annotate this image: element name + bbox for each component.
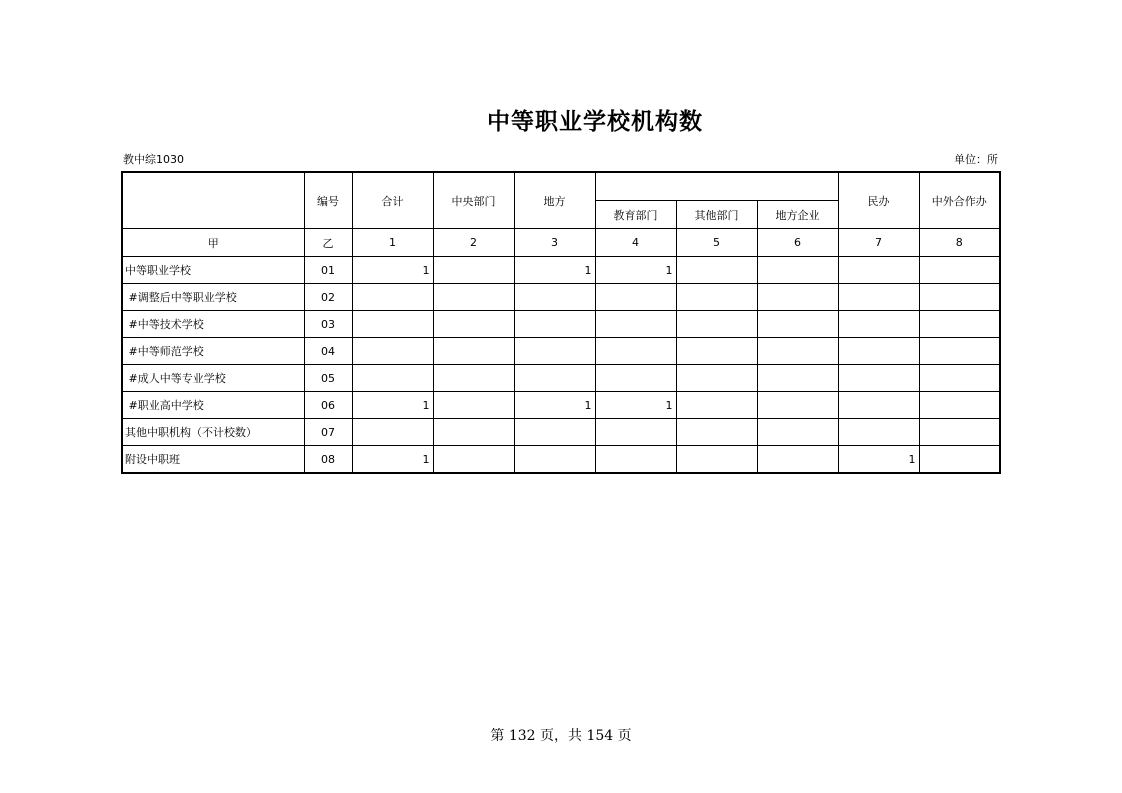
header-private: 民办 (838, 172, 919, 229)
cell-sino-foreign (919, 446, 1000, 474)
cell-other-dept (676, 311, 757, 338)
row-code: 08 (304, 446, 352, 474)
table-row (122, 392, 1000, 419)
cell-other-dept (676, 419, 757, 446)
index-cell: 2 (433, 229, 514, 257)
cell-local: 1 (514, 392, 595, 419)
header-local-group (595, 172, 838, 201)
header-central: 中央部门 (433, 172, 514, 229)
cell-central (433, 419, 514, 446)
index-cell: 4 (595, 229, 676, 257)
cell-sino-foreign (919, 419, 1000, 446)
header-sino-foreign: 中外合作办 (919, 172, 1000, 229)
cell-private (838, 338, 919, 365)
cell-other-dept (676, 338, 757, 365)
cell-local-enterprise (757, 446, 838, 474)
cell-private (838, 365, 919, 392)
index-cell: 8 (919, 229, 1000, 257)
cell-other-dept (676, 257, 757, 284)
table-row (122, 284, 1000, 311)
table-row (122, 311, 1000, 338)
cell-edu-dept: 1 (595, 392, 676, 419)
page-title: 中等职业学校机构数 (487, 109, 703, 135)
cell-local (514, 311, 595, 338)
cell-edu-dept (595, 311, 676, 338)
cell-local-enterprise (757, 419, 838, 446)
cell-private (838, 257, 919, 284)
header-row-label (122, 172, 304, 229)
cell-local-enterprise (757, 311, 838, 338)
header-local: 地方 (514, 172, 595, 229)
index-cell: 6 (757, 229, 838, 257)
cell-other-dept (676, 365, 757, 392)
cell-total (352, 338, 433, 365)
cell-central (433, 257, 514, 284)
cell-local-enterprise (757, 392, 838, 419)
cell-local-enterprise (757, 257, 838, 284)
cell-edu-dept (595, 365, 676, 392)
row-code: 06 (304, 392, 352, 419)
cell-central (433, 446, 514, 474)
row-name: #职业高中学校 (122, 392, 304, 419)
cell-total (352, 419, 433, 446)
cell-sino-foreign (919, 311, 1000, 338)
cell-private: 1 (838, 446, 919, 474)
cell-other-dept (676, 392, 757, 419)
table-row (122, 446, 1000, 474)
header-local-enterprise: 地方企业 (757, 201, 838, 229)
cell-total (352, 284, 433, 311)
cell-total: 1 (352, 446, 433, 474)
cell-edu-dept: 1 (595, 257, 676, 284)
cell-local (514, 365, 595, 392)
cell-sino-foreign (919, 365, 1000, 392)
index-cell: 1 (352, 229, 433, 257)
table-row (122, 365, 1000, 392)
header-edu-dept: 教育部门 (595, 201, 676, 229)
row-code: 02 (304, 284, 352, 311)
cell-central (433, 311, 514, 338)
cell-edu-dept (595, 419, 676, 446)
cell-local: 1 (514, 257, 595, 284)
row-code: 07 (304, 419, 352, 446)
cell-central (433, 338, 514, 365)
cell-sino-foreign (919, 257, 1000, 284)
row-code: 01 (304, 257, 352, 284)
row-name: #调整后中等职业学校 (122, 284, 304, 311)
cell-local (514, 419, 595, 446)
index-cell: 5 (676, 229, 757, 257)
cell-central (433, 284, 514, 311)
row-code: 03 (304, 311, 352, 338)
header-total: 合计 (352, 172, 433, 229)
cell-private (838, 284, 919, 311)
cell-local-enterprise (757, 284, 838, 311)
row-name: 附设中职班 (122, 446, 304, 474)
cell-sino-foreign (919, 392, 1000, 419)
cell-private (838, 311, 919, 338)
row-name: #中等师范学校 (122, 338, 304, 365)
index-cell: 甲 (122, 229, 304, 257)
page-footer: 第 132 页，共 154 页 (490, 728, 632, 744)
cell-total: 1 (352, 257, 433, 284)
table-row (122, 419, 1000, 446)
cell-central (433, 392, 514, 419)
cell-total (352, 311, 433, 338)
row-name: #成人中等专业学校 (122, 365, 304, 392)
row-name: 其他中职机构（不计校数） (122, 419, 304, 446)
header-other-dept: 其他部门 (676, 201, 757, 229)
cell-sino-foreign (919, 284, 1000, 311)
index-cell: 3 (514, 229, 595, 257)
row-code: 05 (304, 365, 352, 392)
cell-other-dept (676, 284, 757, 311)
institution-table (121, 171, 1001, 474)
table-row (122, 257, 1000, 284)
cell-edu-dept (595, 338, 676, 365)
cell-sino-foreign (919, 338, 1000, 365)
index-cell: 乙 (304, 229, 352, 257)
cell-local-enterprise (757, 338, 838, 365)
cell-local (514, 284, 595, 311)
cell-edu-dept (595, 446, 676, 474)
cell-local (514, 446, 595, 474)
cell-private (838, 392, 919, 419)
cell-edu-dept (595, 284, 676, 311)
form-code: 教中综1030 (123, 153, 184, 166)
cell-private (838, 419, 919, 446)
row-code: 04 (304, 338, 352, 365)
row-name: #中等技术学校 (122, 311, 304, 338)
cell-central (433, 365, 514, 392)
table-row (122, 338, 1000, 365)
cell-total (352, 365, 433, 392)
cell-total: 1 (352, 392, 433, 419)
cell-other-dept (676, 446, 757, 474)
cell-local (514, 338, 595, 365)
index-row (122, 229, 1000, 257)
cell-local-enterprise (757, 365, 838, 392)
header-code: 编号 (304, 172, 352, 229)
unit-label: 单位：所 (954, 153, 998, 166)
index-cell: 7 (838, 229, 919, 257)
row-name: 中等职业学校 (122, 257, 304, 284)
